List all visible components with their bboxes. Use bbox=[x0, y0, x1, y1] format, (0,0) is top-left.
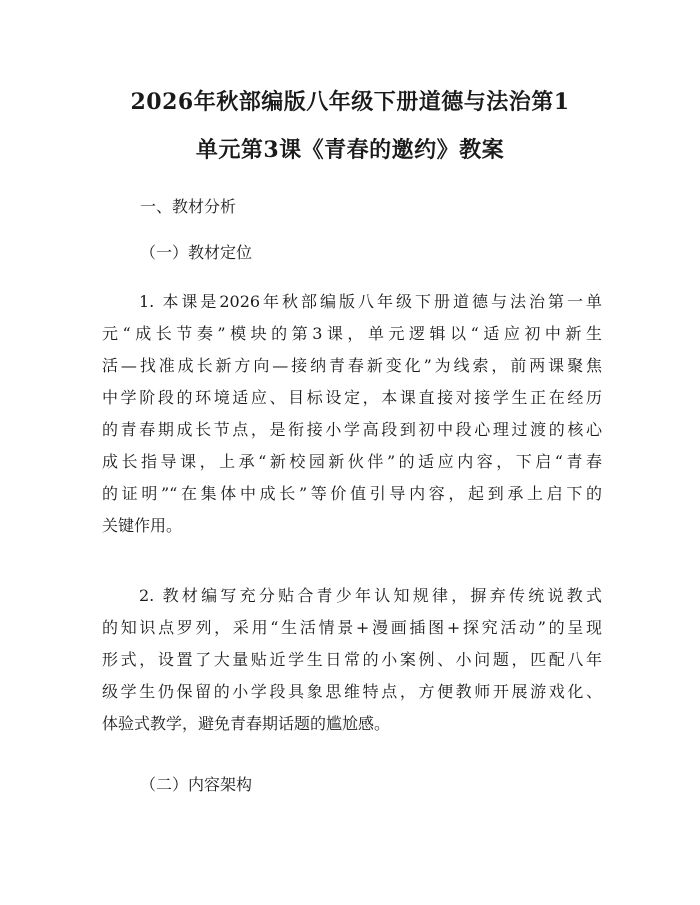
paragraph-2-line: 2. 教材编写充分贴合青少年认知规律，摒弃传统说教式 bbox=[139, 586, 602, 605]
document-title-line-2: 单元第3课《青春的邀约》教案 bbox=[195, 137, 505, 163]
paragraph-1-line: 的青春期成长节点，是衔接小学高段到初中段心理过渡的核心 bbox=[102, 420, 602, 439]
paragraph-1 bbox=[102, 286, 602, 542]
paragraph-2-line: 形式，设置了大量贴近学生日常的小案例、小问题，匹配八年 bbox=[102, 650, 602, 669]
paragraph-1-line: 中学阶段的环境适应、目标设定，本课直接对接学生正在经历 bbox=[102, 388, 602, 407]
paragraph-2 bbox=[102, 580, 602, 740]
paragraph-1-line: 关键作用。 bbox=[102, 516, 183, 535]
subsection-heading-material-positioning: （一）教材定位 bbox=[140, 243, 253, 262]
paragraph-2-line: 的知识点罗列，采用“生活情景+漫画插图+探究活动”的呈现 bbox=[102, 618, 602, 637]
document-title-line-1: 2026年秋部编版八年级下册道德与法治第1 bbox=[130, 89, 570, 115]
paragraph-2-line: 体验式教学，避免青春期话题的尴尬感。 bbox=[102, 714, 391, 733]
subsection-heading-content-structure: （二）内容架构 bbox=[140, 775, 253, 794]
paragraph-1-line: 1. 本课是2026年秋部编版八年级下册道德与法治第一单 bbox=[139, 292, 602, 311]
paragraph-1-line: 成长指导课，上承“新校园新伙伴”的适应内容，下启“青春 bbox=[102, 452, 602, 471]
paragraph-1-line: 元“成长节奏”模块的第3课，单元逻辑以“适应初中新生 bbox=[102, 324, 602, 343]
paragraph-1-line: 的证明”“在集体中成长”等价值引导内容，起到承上启下的 bbox=[102, 484, 602, 503]
section-heading-teaching-material-analysis: 一、教材分析 bbox=[140, 197, 237, 216]
paragraph-1-line: 活—找准成长新方向—接纳青春新变化”为线索，前两课聚焦 bbox=[102, 356, 602, 375]
paragraph-2-line: 级学生仍保留的小学段具象思维特点，方便教师开展游戏化、 bbox=[102, 682, 602, 701]
